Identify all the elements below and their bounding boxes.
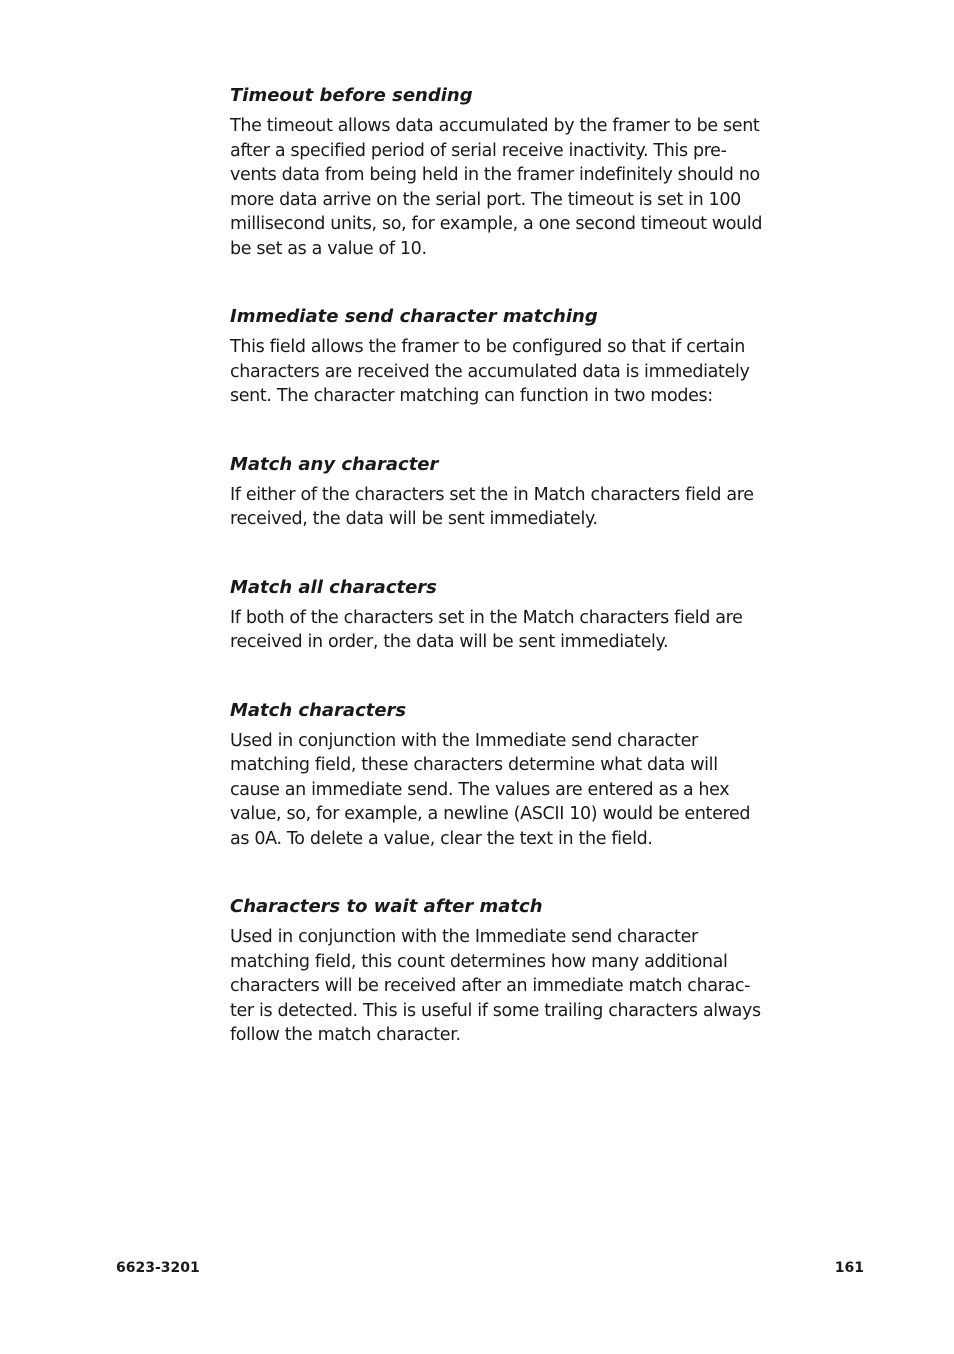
body-line: as 0A. To delete a value, clear the text in the field. — [230, 828, 653, 849]
body-line: value, so, for example, a newline (ASCII 10) would be entered — [230, 804, 751, 824]
section-body — [230, 729, 770, 852]
body-line: characters will be received after an immediate match charac- — [230, 976, 751, 996]
body-line: vents data from being held in the framer indefinitely should no — [230, 165, 760, 185]
body-line: If either of the characters set the in Match characters field are — [230, 484, 754, 505]
section-body — [230, 114, 770, 261]
section-heading: Match any character — [230, 453, 439, 475]
section-heading: Characters to wait after match — [230, 896, 543, 917]
section-heading: Match characters — [230, 699, 407, 721]
body-line: matching field, this count determines how many additional — [230, 951, 728, 972]
body-line: sent. The character matching can function in two modes: — [230, 386, 713, 406]
body-line: Used in conjunction with the Immediate send character — [230, 927, 698, 947]
section-body — [230, 483, 770, 532]
page-content — [230, 84, 770, 1048]
body-line: follow the match character. — [230, 1025, 461, 1045]
body-line: Used in conjunction with the Immediate send character — [230, 730, 698, 751]
body-line: after a specified period of serial receive inactivity. This pre- — [230, 140, 727, 161]
section-heading: Timeout before sending — [230, 85, 473, 106]
body-line: This field allows the framer to be configured so that if certain — [230, 337, 745, 357]
body-line: received, the data will be sent immediately. — [230, 509, 598, 529]
body-line: The timeout allows data accumulated by the framer to be sent — [230, 116, 760, 136]
body-line: be set as a value of 10. — [230, 238, 427, 259]
footer-page-number: 161 — [834, 1260, 864, 1276]
section-body — [230, 606, 770, 655]
body-line: received in order, the data will be sent immediately. — [230, 632, 669, 652]
section-body — [230, 335, 770, 409]
body-line: more data arrive on the serial port. The timeout is set in 100 — [230, 189, 741, 210]
section-heading: Match all characters — [230, 576, 437, 598]
section-immediate-send-character-matching — [230, 305, 770, 409]
body-line: ter is detected. This is useful if some trailing characters always — [230, 1000, 761, 1021]
body-line: matching field, these characters determine what data will — [230, 755, 718, 775]
section-characters-to-wait-after-match — [230, 895, 770, 1048]
section-match-all-characters — [230, 576, 770, 655]
section-timeout-before-sending — [230, 84, 770, 261]
body-line: If both of the characters set in the Match characters field are — [230, 607, 743, 628]
body-line: cause an immediate send. The values are entered as a hex — [230, 779, 730, 800]
section-match-characters — [230, 699, 770, 852]
section-body — [230, 925, 770, 1048]
section-heading: Immediate send character matching — [230, 306, 598, 327]
footer-doc-number: 6623-3201 — [116, 1260, 200, 1276]
body-line: millisecond units, so, for example, a one second timeout would — [230, 214, 763, 234]
section-match-any-character — [230, 453, 770, 532]
body-line: characters are received the accumulated data is immediately — [230, 361, 750, 382]
